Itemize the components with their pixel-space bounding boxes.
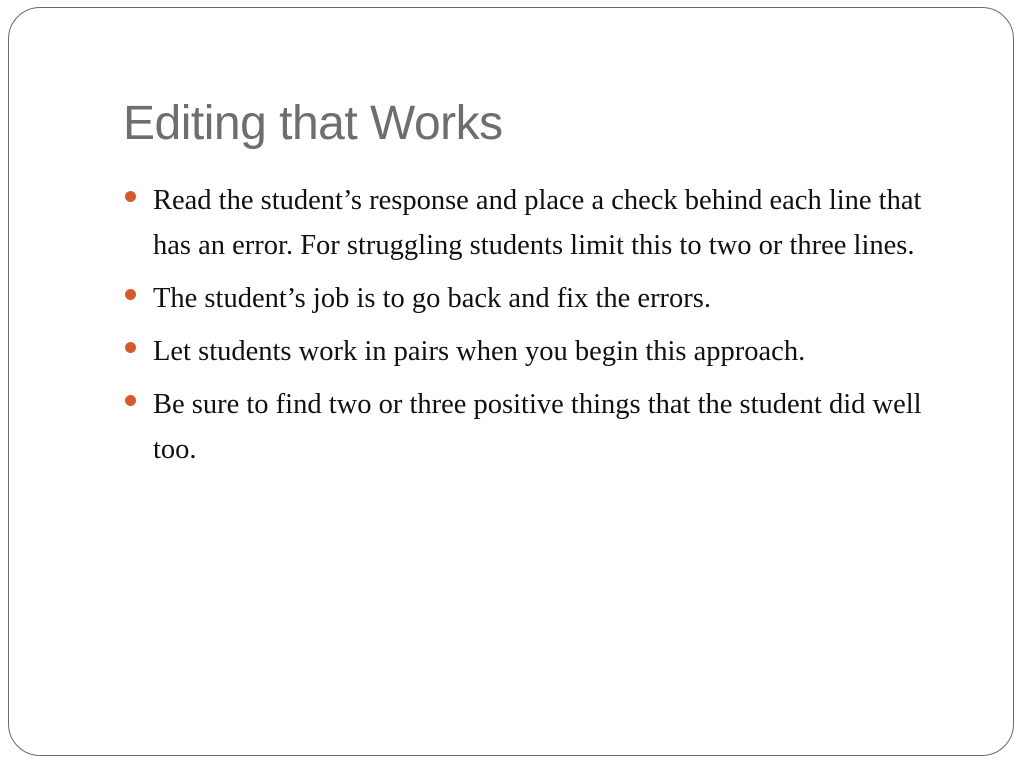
bullet-item <box>125 178 937 268</box>
bullet-text: Read the student’s response and place a check behind each line that has an error. For struggling students limit this to two or three lines. <box>153 185 922 261</box>
bullet-text: Be sure to find two or three positive things that the student did well too. <box>153 389 922 465</box>
bullet-dot-icon <box>125 191 136 202</box>
bullet-dot-icon <box>125 342 136 353</box>
slide-title: Editing that Works <box>123 97 503 150</box>
bullet-text: The student’s job is to go back and fix the errors. <box>153 283 712 314</box>
bullet-text: Let students work in pairs when you begin this approach. <box>153 336 806 367</box>
bullet-list <box>125 178 937 480</box>
bullet-item <box>125 382 937 472</box>
bullet-dot-icon <box>125 395 136 406</box>
bullet-item <box>125 329 937 374</box>
slide-frame <box>8 7 1014 756</box>
bullet-dot-icon <box>125 289 136 300</box>
bullet-item <box>125 276 937 321</box>
